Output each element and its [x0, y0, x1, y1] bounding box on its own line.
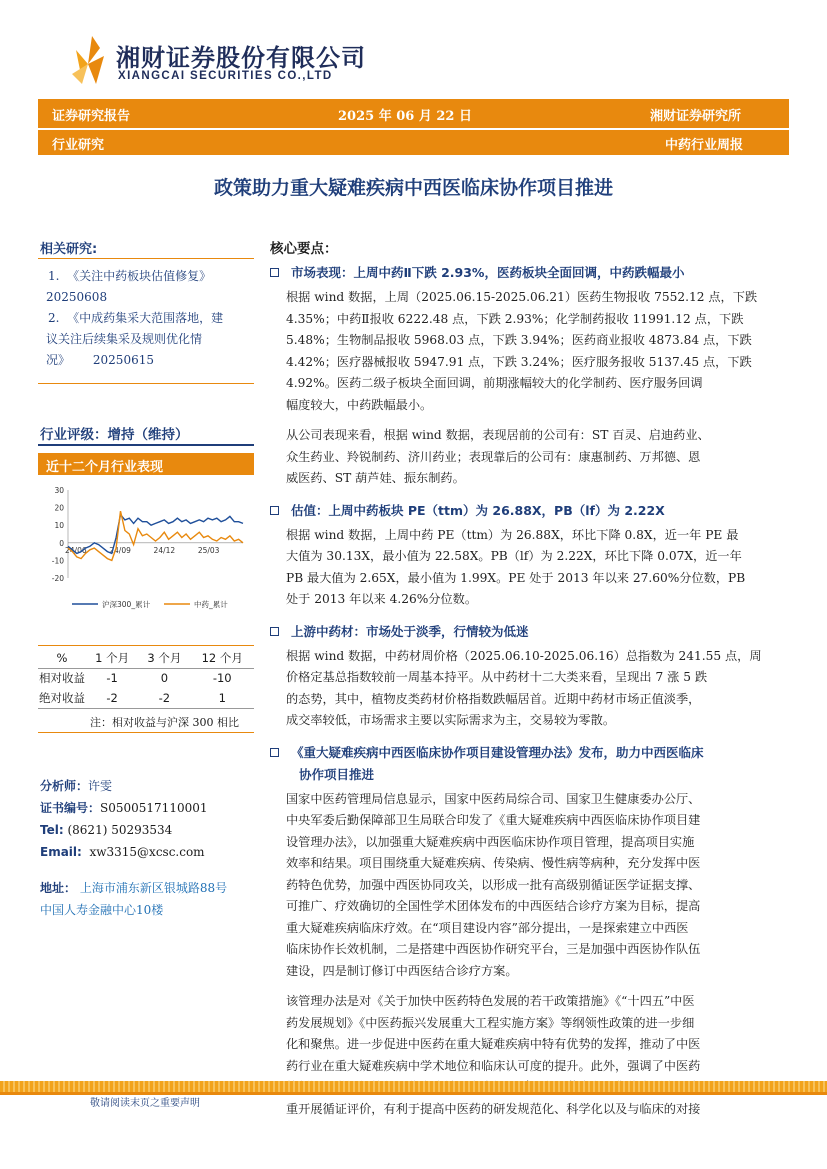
- footer-band: [0, 1081, 827, 1092]
- section-paragraph: [286, 991, 788, 1120]
- y-tick-label: 0: [59, 538, 64, 548]
- table-cell: 1: [218, 690, 226, 705]
- x-tick-label: 25/03: [197, 545, 220, 555]
- report-title: 政策助力重大疑难疾病中西医临床协作项目推进: [213, 177, 613, 199]
- paragraph-line: 临床协作长效机制，二是搭建中西医协作研究平台，三是加强中西医协作队伍: [286, 942, 701, 956]
- paragraph-line: 的态势，其中，植物皮类药材价格指数跌幅居首。近期中药材市场正值淡季，: [286, 691, 701, 706]
- table-cell: -2: [106, 690, 118, 705]
- paragraph-line: 成交率较低，市场需求主要以实际需求为主，交易较为零散。: [286, 713, 616, 727]
- x-tick-label: 24/12: [153, 545, 176, 555]
- disclaimer-note: 敬请阅读末页之重要声明: [90, 1098, 200, 1109]
- email-label: Email:: [40, 845, 82, 859]
- table-header: 1 个月: [95, 650, 130, 665]
- related-item[interactable]: [48, 266, 254, 287]
- paragraph-line: 4.35%；中药Ⅱ报收 6222.48 点，下跌 2.93%；化学制药报收 11991.12 点，下跌: [286, 311, 744, 326]
- return-table: [38, 648, 254, 709]
- table-header: 3 个月: [147, 650, 182, 665]
- company-name-cn: 湘财证券股份有限公司: [116, 44, 366, 72]
- cert-number: S0500517110001: [100, 801, 208, 815]
- paragraph-line: 重大疑难疾病临床疗效。在“项目建设内容”部分提出，一是探索建立中西医: [286, 920, 689, 935]
- table-cell: -2: [158, 690, 171, 705]
- paragraph-line: 处于 2013 年以来 4.26%分位数。: [286, 592, 478, 606]
- paragraph-line: 中央军委后勤保障部卫生局联合印发了《重大疑难疾病中西医临床协作项目建: [286, 813, 701, 827]
- table-cell: -1: [106, 671, 118, 686]
- table-cell: 绝对收益: [39, 690, 85, 705]
- checkbox-bullet-icon: [270, 506, 279, 515]
- address-line: 上海市浦东新区银城路88号: [79, 881, 228, 895]
- address-line: 中国人寿金融中心10楼: [40, 903, 164, 917]
- y-tick-label: 20: [54, 503, 64, 513]
- paragraph-line: 威医药、ST 葫芦娃、振东制药。: [286, 471, 465, 485]
- paragraph-line: PB 最大值为 2.65X，最小值为 1.99X。PE 处于 2013 年以来 27.60%分位数，PB: [286, 570, 746, 585]
- table-header: 12 个月: [201, 650, 243, 665]
- table-row: [38, 688, 254, 708]
- related-title-cont: 况》 20250615: [46, 353, 154, 367]
- checkbox-bullet-icon: [270, 268, 279, 277]
- paragraph-line: 大值为 30.13X，最小值为 22.58X。PB（lf）为 2.22X，环比下降 0.07X，近一年: [286, 549, 742, 563]
- related-list: [48, 266, 254, 371]
- performance-chart: [38, 478, 254, 628]
- report-date: 2025 年 06 月 22 日: [338, 109, 472, 124]
- performance-band: [38, 453, 254, 475]
- table-cell: -10: [212, 671, 232, 686]
- tel-number: (8621) 50293534: [67, 823, 173, 837]
- report-category: 行业研究: [52, 138, 105, 153]
- paragraph-line: 药特色优势，加强中西医协同攻关，以形成一批有高级别循证医学证据支撑、: [286, 877, 701, 892]
- paragraph-line: 国家中医药管理局信息显示，国家中医药局综合司、国家卫生健康委办公厅、: [286, 791, 701, 806]
- legend-label: 沪深300_累计: [102, 600, 151, 609]
- paragraph-line: 药行业在重大疑难疾病中学术地位和临床认可度的提升。此外，强调了中医药: [286, 1058, 701, 1073]
- related-title-cont: 议关注后续集采及规则优化情: [46, 332, 203, 346]
- checkbox-bullet-icon: [270, 627, 279, 636]
- paragraph-line: 幅度较大，中药跌幅最小。: [286, 397, 433, 412]
- paragraph-line: 5.48%；生物制品报收 5968.03 点，下跌 3.94%；医药商业报收 4873.84 点，下跌: [286, 333, 752, 347]
- section-heading: 上游中药材：市场处于淡季，行情较为低迷: [270, 621, 788, 643]
- performance-heading: 近十二个月行业表现: [46, 460, 164, 475]
- related-num: 1.: [48, 269, 60, 283]
- related-title: 《关注中药板块估值修复》: [67, 269, 212, 283]
- x-tick-label: 24/09: [109, 545, 131, 555]
- industry-rating: 行业评级：增持（维持）: [40, 427, 189, 443]
- report-series: 中药行业周报: [665, 138, 744, 153]
- section-heading: 估值：上周中药板块 PE（ttm）为 26.88X，PB（lf）为 2.22X: [270, 500, 788, 522]
- report-type: 证券研究报告: [52, 109, 131, 124]
- section-heading: 《重大疑难疾病中西医临床协作项目建设管理办法》发布，助力中西医临床: [270, 742, 788, 764]
- header-band: [38, 99, 789, 128]
- y-tick-label: 10: [54, 521, 64, 531]
- y-tick-label: 30: [54, 486, 64, 495]
- paragraph-line: 从公司表现来看，根据 wind 数据，表现居前的公司有：ST 百灵、启迪药业、: [286, 428, 710, 442]
- checkbox-bullet-icon: [270, 748, 279, 757]
- core-points-heading: 核心要点：: [270, 241, 338, 257]
- cert-label: 证书编号：: [40, 801, 101, 815]
- divider: [38, 383, 254, 384]
- company-logo-icon: [70, 34, 110, 86]
- table-header-row: [38, 648, 254, 668]
- section-paragraph: [286, 287, 788, 416]
- table-cell: 相对收益: [39, 671, 85, 686]
- section-heading: 市场表现：上周中药Ⅱ下跌 2.93%，医药板块全面回调，中药跌幅最小: [270, 262, 788, 284]
- analyst-name: 许雯: [88, 779, 113, 793]
- paragraph-line: 价格定基总指数较前一周基本持平。从中药材十二大类来看，呈现出 7 涨 5 跌: [286, 670, 708, 684]
- paragraph-line: 4.92%。医药二级子板块全面回调，前期涨幅较大的化学制药、医疗服务回调: [286, 376, 703, 390]
- paragraph-line: 众生药业、羚锐制药、济川药业；表现靠后的公司有：康惠制药、万邦德、恩: [286, 449, 701, 464]
- paragraph-line: 效率和结果。项目围绕重大疑难疾病、传染病、慢性病等病种，充分发挥中医: [286, 856, 701, 870]
- company-name-en: XIANGCAI SECURITIES CO.,LTD: [118, 70, 333, 82]
- paragraph-line: 该管理办法是对《关于加快中医药特色发展的若干政策措施》《“十四五”中医: [286, 994, 695, 1008]
- table-note: 注：相对收益与沪深 300 相比: [90, 716, 239, 729]
- paragraph-line: 4.42%；医疗器械报收 5947.91 点，下跌 3.24%；医疗服务报收 5137.45 点，下跌: [286, 354, 752, 369]
- related-date: 20250615: [92, 353, 154, 367]
- paragraph-line: 根据 wind 数据，中药材周价格（2025.06.10-2025.06.16）总指数为 241.55 点，周: [286, 648, 762, 663]
- legend-label: 中药_累计: [194, 600, 228, 609]
- section-paragraph: [286, 789, 788, 983]
- paragraph-line: 根据 wind 数据，上周中药 PE（ttm）为 26.88X，环比下降 0.8X，近一年 PE 最: [286, 527, 739, 542]
- x-tick-label: 24/06: [65, 545, 87, 555]
- paragraph-line: 可推广、疗效确切的全国性学术团体发布的中西医结合诊疗方案为目标，提高: [286, 899, 701, 913]
- y-tick-label: -10: [51, 556, 64, 566]
- related-num: 2.: [48, 311, 60, 325]
- section-paragraph: [286, 525, 788, 611]
- subheader-band: [38, 130, 789, 155]
- paragraph-line: 化和聚焦。进一步促进中医药在重大疑难疾病中特有优势的发挥，推动了中医: [286, 1037, 701, 1051]
- section-paragraph: [286, 425, 788, 490]
- paragraph-line: 根据 wind 数据，上周（2025.06.15-2025.06.21）医药生物报收 7552.12 点，下跌: [286, 290, 758, 304]
- main-content: [270, 262, 788, 1120]
- related-title: 《中成药集采大范围落地，建: [67, 311, 224, 325]
- table-row: [38, 668, 254, 688]
- table-header: %: [56, 650, 68, 665]
- analyst-info: [40, 775, 256, 921]
- table-cell: 0: [160, 671, 169, 686]
- section-paragraph: [286, 646, 788, 732]
- related-date: 20250608: [46, 290, 108, 304]
- divider: [38, 732, 254, 733]
- divider: [38, 258, 254, 259]
- divider: [38, 444, 254, 446]
- paragraph-line: 药发展规划》《中医药振兴发展重大工程实施方案》等纲领性政策的进一步细: [286, 1015, 695, 1030]
- y-tick-label: -20: [51, 574, 64, 583]
- divider: [38, 645, 254, 646]
- tel-label: Tel:: [40, 823, 64, 837]
- institute-name: 湘财证券研究所: [650, 109, 742, 124]
- related-item[interactable]: [48, 308, 254, 329]
- address-label: 地址：: [40, 881, 77, 895]
- paragraph-line: 设管理办法》，以加强重大疑难疾病中西医临床协作项目管理，提高项目实施: [286, 834, 695, 849]
- paragraph-line: 重开展循证评价，有利于提高中医药的研发规范化、科学化以及与临床的对接: [286, 1101, 701, 1116]
- email-address[interactable]: xw3315@xcsc.com: [89, 845, 205, 859]
- paragraph-line: 建设，四是制订修订中西医结合诊疗方案。: [286, 963, 518, 978]
- analyst-label: 分析师：: [40, 779, 89, 793]
- related-research-heading: 相关研究:: [40, 242, 98, 257]
- section-heading-cont: 协作项目推进: [299, 766, 375, 782]
